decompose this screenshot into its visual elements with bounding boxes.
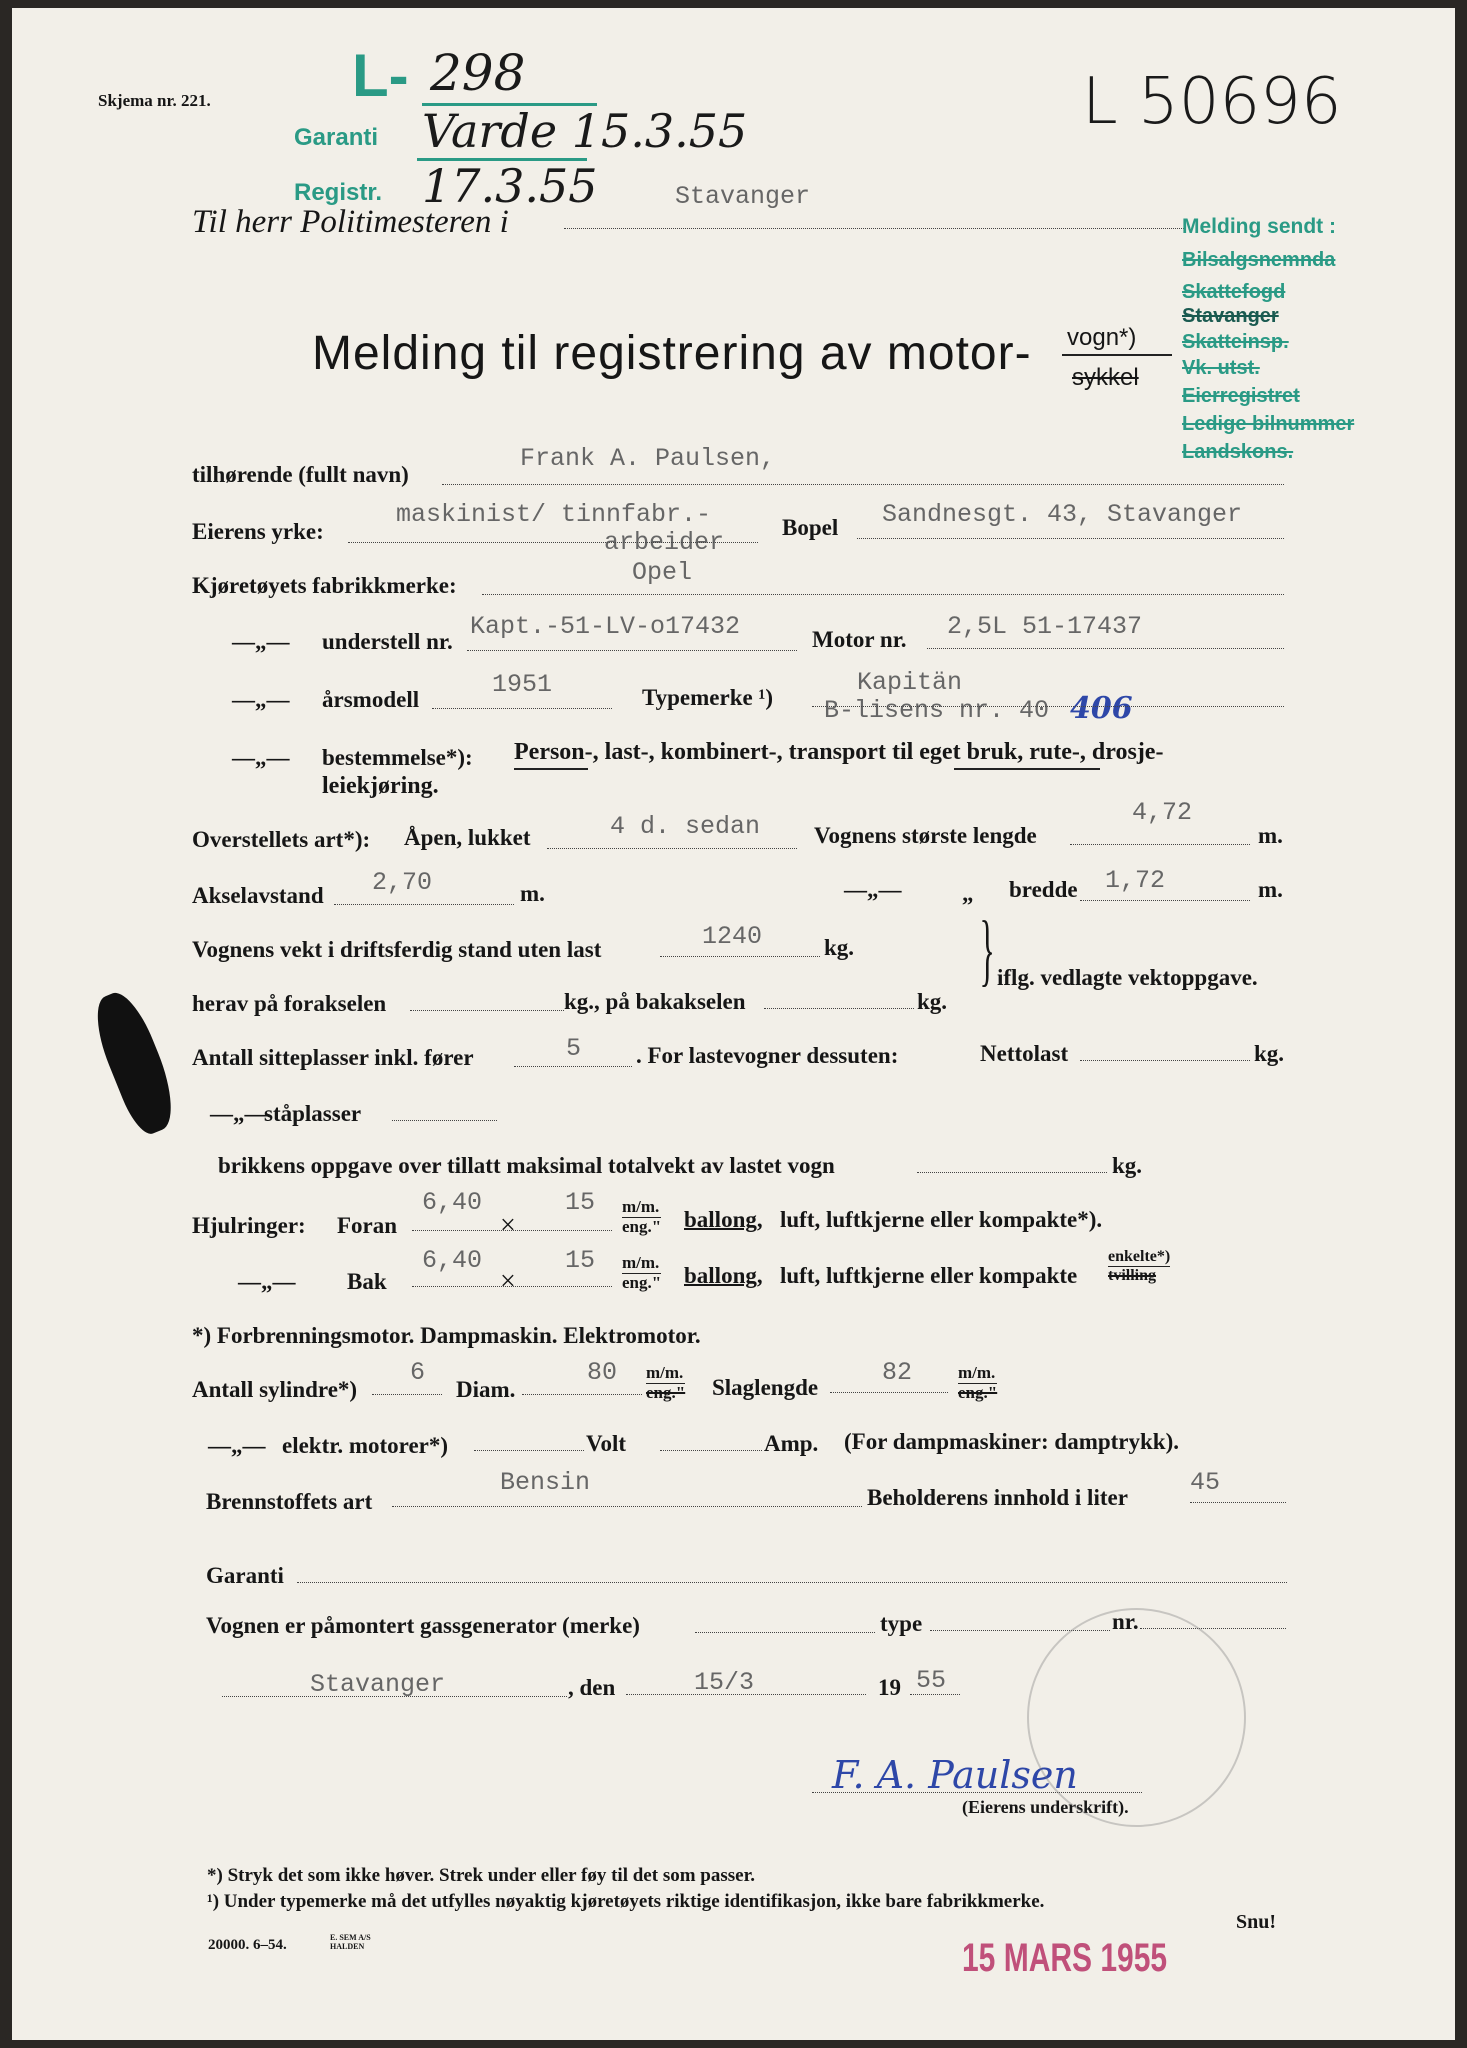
registr-stamp-label: Registr. (294, 179, 383, 206)
l-number: 298 (430, 44, 526, 102)
tyre-options: luft, luftkjerne eller kompakte*). (780, 1207, 1103, 1232)
make-line (482, 594, 1284, 595)
stamp-item: Vk. utst. (1182, 357, 1260, 379)
owner-signature: F. A. Paulsen (832, 1753, 1078, 1797)
rear-wheel-label: Bak (347, 1269, 387, 1294)
chassis-line (467, 650, 797, 651)
purpose-underline (514, 768, 588, 770)
l-prefix: L- (352, 42, 409, 109)
chassis-value: Kapt.-51-LV-o17432 (470, 612, 741, 641)
stamp-item: Stavanger (1182, 305, 1279, 327)
signature-label: (Eierens underskrift). (962, 1797, 1129, 1817)
body-line (547, 848, 797, 849)
front-axle-label: herav på forakselen (192, 991, 387, 1016)
turn-over-note: Snu! (1236, 1911, 1277, 1933)
type-label: Typemerke ¹) (642, 685, 774, 710)
front-wheel-line (412, 1230, 612, 1231)
ditto-mark: —„— (232, 629, 290, 654)
gasgen-type-label: type (880, 1611, 923, 1636)
gasgen-nr-label: nr. (1112, 1609, 1139, 1634)
unit-fraction: m/m. eng." (622, 1253, 662, 1292)
schema-number: Skjema nr. 221. (98, 91, 211, 110)
stamp-item: Skatteinsp. (1182, 331, 1289, 353)
printer: E. SEM A/S HALDEN (330, 1933, 371, 1951)
footnote-1: *) Stryk det som ikke høver. Strek under eller føy til det som passer. (207, 1865, 756, 1886)
city-line (564, 228, 1184, 229)
maxweight-label: brikkens oppgave over tillatt maksimal totalvekt av lastet vogn (218, 1153, 835, 1178)
electric-motor-line (474, 1450, 584, 1451)
rear-wheel-line (412, 1286, 612, 1287)
unit-kg: kg. (917, 989, 948, 1014)
front-wheel-diameter: 15 (565, 1188, 596, 1217)
unit-m: m. (1258, 823, 1283, 848)
make-label: Kjøretøyets fabrikkmerke: (192, 573, 457, 598)
year-value: 1951 (492, 670, 553, 699)
guarantee-line (297, 1582, 1287, 1583)
address-line (857, 538, 1284, 539)
netload-line (1080, 1060, 1250, 1061)
weight-value: 1240 (702, 922, 763, 951)
axle-line (334, 904, 514, 905)
unit-m: m. (520, 881, 545, 906)
purpose-label: bestemmelse*): (322, 745, 473, 770)
tyre-ballong: ballong, (684, 1207, 763, 1232)
weight-line (660, 956, 820, 957)
ditto-mark: —„— (208, 1433, 266, 1458)
diameter-line (522, 1394, 642, 1395)
stamp-item: Ledige bilnummer (1182, 413, 1355, 435)
tank-line (1190, 1502, 1286, 1503)
rear-axle-label: kg., på bakakselen (564, 989, 746, 1014)
stamp-item: Eierregistret (1182, 385, 1300, 407)
fuel-line (392, 1506, 862, 1507)
cylinders-label: Antall sylindre*) (192, 1377, 358, 1402)
stamp-item: Landskons. (1182, 441, 1294, 463)
amp-label: Amp. (764, 1431, 819, 1456)
width-label: bredde (1009, 877, 1078, 902)
unit-kg: kg. (824, 935, 855, 960)
seats-label: Antall sitteplasser inkl. fører (192, 1045, 474, 1070)
year-suffix: 55 (916, 1666, 947, 1695)
gasgen-line (695, 1632, 875, 1633)
width-line (1080, 900, 1250, 901)
stamp-title: Melding sendt : (1182, 215, 1336, 238)
volt-label: Volt (586, 1431, 627, 1456)
lorry-label: . For lastevogner dessuten: (636, 1043, 899, 1068)
cylinders-value: 6 (410, 1358, 426, 1387)
width-value: 1,72 (1105, 866, 1166, 895)
length-value: 4,72 (1132, 798, 1193, 827)
rear-axle-line (764, 1008, 914, 1009)
address-value: Sandnesgt. 43, Stavanger (882, 500, 1243, 529)
weight-note: iflg. vedlagte vektoppgave. (997, 965, 1258, 990)
purpose-options: Person-, last-, kombinert-, transport til eget bruk, rute-, drosje- (514, 739, 1164, 765)
form-page (12, 8, 1455, 2040)
body-value: 4 d. sedan (610, 812, 761, 841)
ditto-mark: —„— (232, 687, 290, 712)
tyre-ballong: ballong, (684, 1263, 763, 1288)
times-sign: × (500, 1210, 516, 1241)
type-value-2: B-lisens nr. 40 (824, 696, 1050, 725)
owner-label: tilhørende (fullt navn) (192, 462, 409, 487)
date-value: 15/3 (694, 1668, 755, 1697)
stroke-value: 82 (882, 1358, 913, 1387)
reference-number: L 50696 (1082, 65, 1342, 139)
ditto-mark: —„— (232, 745, 290, 770)
fuel-label: Brennstoffets art (206, 1489, 373, 1514)
tyre-options-2: luft, luftkjerne eller kompakte (780, 1263, 1078, 1288)
garanti-handwritten: Varde 15.3.55 (422, 104, 748, 158)
official-circular-stamp (1027, 1608, 1246, 1827)
front-axle-line (410, 1010, 564, 1011)
unit-kg: kg. (1254, 1041, 1285, 1066)
type-value: Kapitän (857, 668, 963, 697)
standing-label: ståplasser (264, 1101, 362, 1126)
unit-fraction: m/m. eng." (646, 1363, 686, 1402)
tank-label: Beholderens innhold i liter (867, 1485, 1128, 1510)
type-value-3: 406 (1070, 691, 1133, 726)
owner-value: Frank A. Paulsen, (520, 444, 776, 473)
title-option-sykkel: sykkel (1072, 364, 1139, 391)
weight-label: Vognens vekt i driftsferdig stand uten last (192, 937, 602, 962)
body-options: Åpen, lukket (404, 825, 531, 850)
unit-fraction: m/m. eng." (958, 1363, 998, 1402)
ditto-quote: „ (962, 881, 974, 906)
make-value: Opel (632, 558, 693, 587)
addressee: Til herr Politimesteren i (192, 204, 509, 240)
year-line (432, 708, 612, 709)
title-option-vogn: vogn*) (1067, 324, 1137, 351)
unit-m: m. (1258, 877, 1283, 902)
occupation-value-2: arbeider (604, 528, 725, 557)
form-title: Melding til registrering av motor- (312, 327, 1032, 380)
gasgen-label: Vognen er påmontert gassgenerator (merke) (206, 1613, 640, 1638)
motor-value: 2,5L 51-17437 (947, 612, 1143, 641)
stamp-item: Skattefogd (1182, 281, 1286, 303)
length-label: Vognens største lengde (814, 823, 1037, 848)
front-wheel-label: Foran (337, 1213, 398, 1238)
place-line (222, 1696, 567, 1697)
registr-handwritten: 17.3.55 (422, 159, 598, 213)
unit-kg: kg. (1112, 1153, 1143, 1178)
year-line (910, 1694, 960, 1695)
tank-value: 45 (1190, 1468, 1221, 1497)
diameter-label: Diam. (456, 1377, 516, 1402)
stamp-item: Bilsalgsnemnda (1182, 249, 1336, 271)
motor-line (927, 648, 1284, 649)
cylinders-line (372, 1394, 442, 1395)
occupation-label: Eierens yrke: (192, 519, 324, 544)
chassis-label: understell nr. (322, 629, 453, 654)
date-line (626, 1694, 866, 1695)
purpose-options-2: leiekjøring. (322, 773, 439, 799)
electric-motor-label: elektr. motorer*) (282, 1433, 449, 1458)
rear-wheel-diameter: 15 (565, 1246, 596, 1275)
netload-label: Nettolast (980, 1041, 1069, 1066)
times-sign: × (500, 1266, 516, 1297)
guarantee-label: Garanti (206, 1563, 284, 1588)
diameter-value: 80 (587, 1358, 618, 1387)
stroke-line (830, 1392, 948, 1393)
standing-line (392, 1120, 497, 1121)
length-line (1070, 844, 1250, 845)
seats-line (514, 1066, 632, 1067)
wheels-label: Hjulringer: (192, 1213, 306, 1238)
year-label: årsmodell (322, 687, 420, 712)
single-twin-fraction: enkelte*) tvilling (1108, 1248, 1171, 1284)
title-option-divider (1062, 354, 1172, 356)
purpose-underline (954, 768, 1100, 770)
address-label: Bopel (782, 515, 839, 540)
city-value: Stavanger (675, 182, 811, 211)
occupation-value: maskinist/ tinnfabr.- (396, 500, 712, 529)
ditto-mark: —„— (238, 1269, 296, 1294)
rear-wheel-width: 6,40 (422, 1246, 483, 1275)
place-value: Stavanger (310, 1670, 446, 1699)
brace: } (979, 906, 995, 994)
fuel-value: Bensin (500, 1468, 591, 1497)
ditto-mark: —„— (844, 877, 902, 902)
date-stamp: 15 MARS 1955 (962, 1936, 1168, 1980)
motor-label: Motor nr. (812, 627, 907, 652)
volt-line (660, 1450, 762, 1451)
stroke-label: Slaglengde (712, 1375, 819, 1400)
seats-value: 5 (566, 1034, 582, 1063)
steam-label: (For dampmaskiner: damptrykk). (844, 1429, 1180, 1454)
occupation-line (348, 542, 758, 543)
type-line (812, 706, 1284, 707)
owner-line (442, 484, 1284, 485)
print-info: 20000. 6–54. (208, 1937, 287, 1953)
ditto-mark: —„— (210, 1101, 268, 1126)
year-prefix: 19 (878, 1675, 901, 1700)
front-wheel-width: 6,40 (422, 1188, 483, 1217)
unit-fraction: m/m. eng." (622, 1197, 662, 1236)
engine-type: *) Forbrenningsmotor. Dampmaskin. Elektromotor. (192, 1323, 701, 1348)
axle-label: Akselavstand (192, 883, 324, 908)
footnote-2: ¹) Under typemerke må det utfylles nøyaktig kjøretøyets riktige identifikasjon, ikke bare fabrikkmerke. (207, 1891, 1045, 1912)
maxweight-line (917, 1172, 1107, 1173)
garanti-stamp-label: Garanti (294, 124, 379, 151)
body-label: Overstellets art*): (192, 827, 371, 852)
date-label: , den (568, 1675, 616, 1700)
axle-value: 2,70 (372, 868, 433, 897)
